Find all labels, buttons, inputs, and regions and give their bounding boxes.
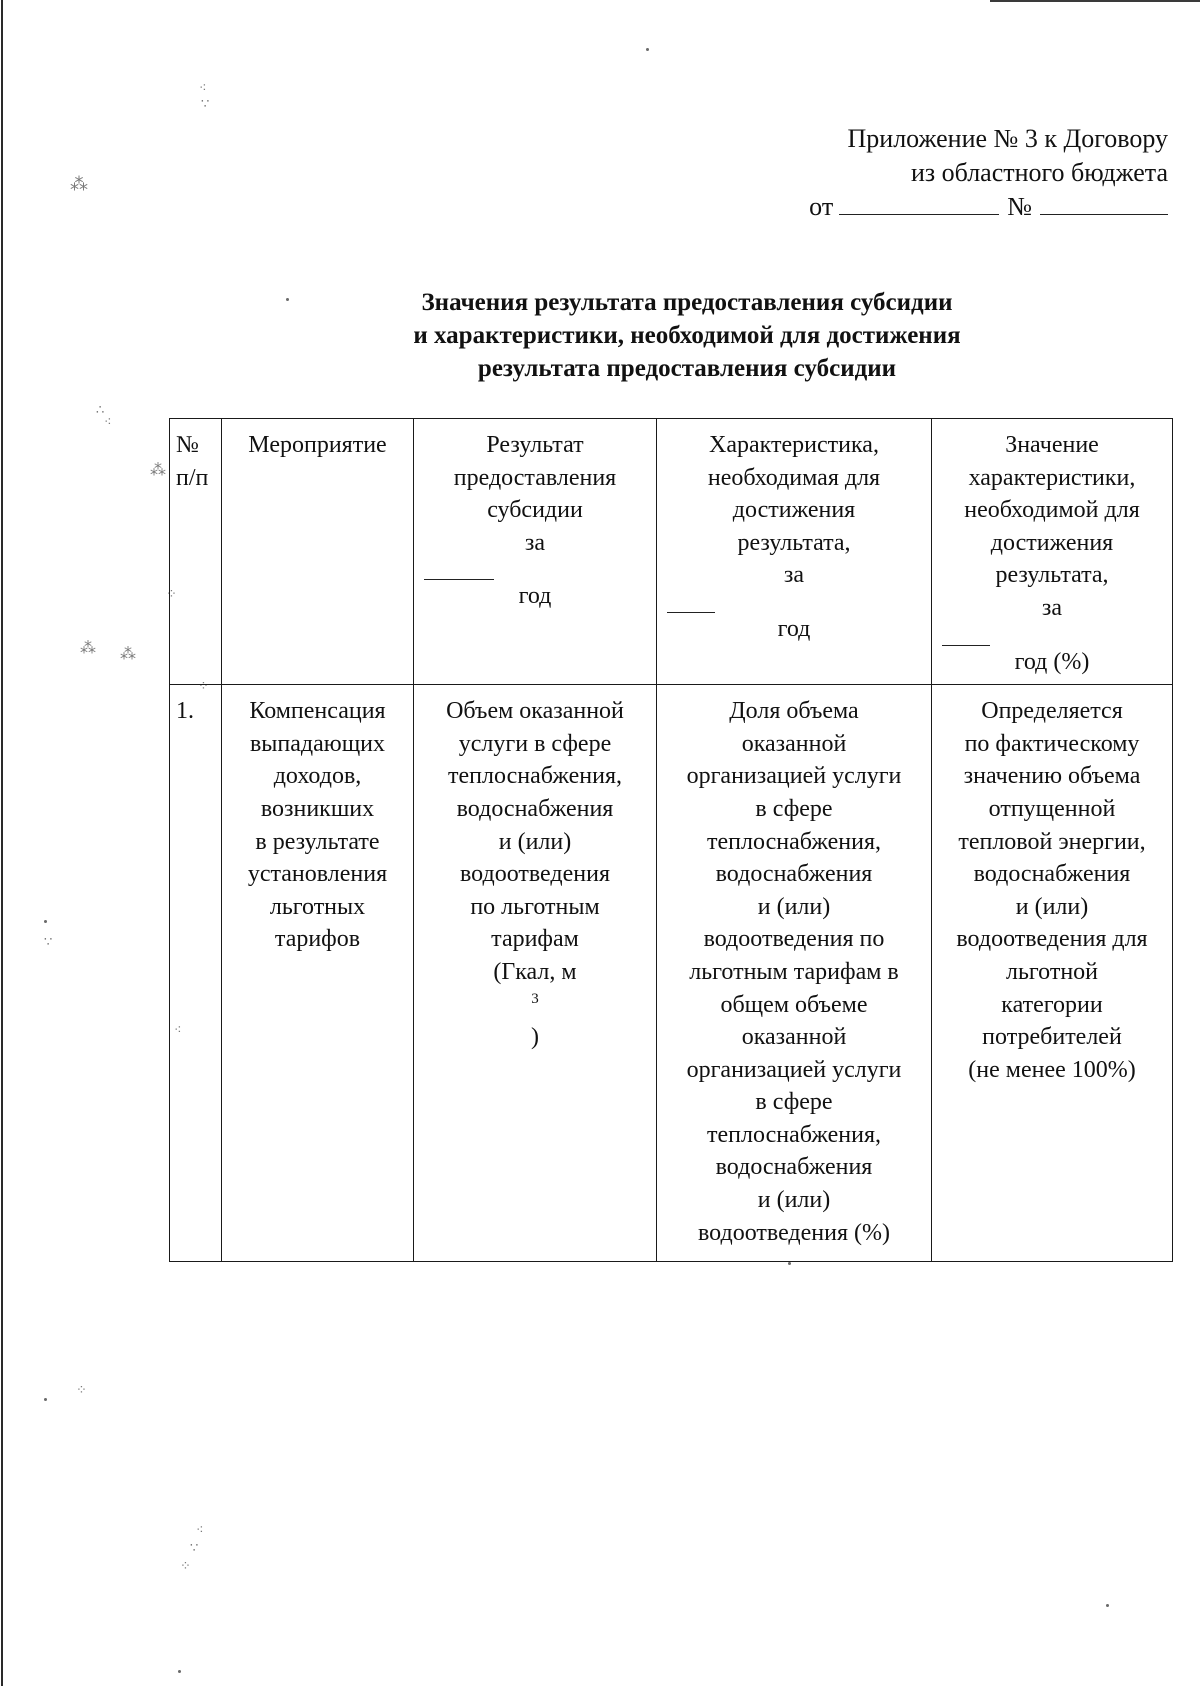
annex-line-2: из областного бюджета bbox=[910, 158, 1168, 187]
document-title bbox=[292, 286, 1082, 385]
row-number-cell: 1. bbox=[170, 685, 222, 1262]
title-line-3: результата предоставления субсидии bbox=[477, 355, 897, 382]
results-table bbox=[169, 418, 1173, 1262]
row-result-cell: Объем оказанной услуги в сфере теплоснабжения, водоснабжения и (или) водоотведения по льготным тарифам (Гкал, м $^3$ ) bbox=[414, 685, 657, 1262]
title-line-2: и характеристики, необходимой для достижения bbox=[413, 322, 961, 349]
row-measure-cell: Компенсация выпадающих доходов, возникших в результате установления льготных тарифов bbox=[222, 685, 414, 1262]
year-blank-field bbox=[667, 592, 715, 613]
table-row bbox=[170, 685, 1173, 1262]
title-line-1: Значения результата предоставления субсидии bbox=[421, 289, 953, 316]
header-characteristic-year: за год bbox=[661, 559, 927, 645]
header-value-year: за год (%) bbox=[936, 592, 1168, 678]
number-blank-field bbox=[1040, 192, 1168, 215]
annex-line-3 bbox=[809, 190, 1168, 224]
header-value: Значение характеристики, необходимой для достижения результата, за год (%) bbox=[932, 419, 1173, 685]
year-blank-field bbox=[942, 625, 990, 646]
scan-left-edge bbox=[1, 0, 3, 1686]
header-result: Результат предоставления субсидии за год bbox=[414, 419, 657, 685]
annex-line-1: Приложение № 3 к Договору bbox=[847, 124, 1168, 153]
table-header-row bbox=[170, 419, 1173, 685]
scan-top-edge bbox=[990, 0, 1200, 2]
date-blank-field bbox=[839, 192, 999, 215]
annex-date-prefix: от bbox=[809, 192, 834, 221]
header-number: № п/п bbox=[170, 419, 222, 685]
header-result-year: за год bbox=[418, 527, 652, 613]
year-blank-field bbox=[424, 559, 494, 580]
annex-reference bbox=[809, 122, 1168, 224]
row-value-cell: Определяется по фактическому значению объема отпущенной тепловой энергии, водоснабжения и (или) водоотведения для льготной категории потребителей (не менее 100%) bbox=[932, 685, 1173, 1262]
row-characteristic-cell: Доля объема оказанной организацией услуги в сфере теплоснабжения, водоснабжения и (или) водоотведения по льготным тарифам в общем объеме оказанной организацией услуги в сфере теплоснабжения, водоснабжения и (или) водоотведения (%) bbox=[657, 685, 932, 1262]
header-measure: Мероприятие bbox=[222, 419, 414, 685]
result-unit: (Гкал, м $^3$ ) bbox=[493, 958, 577, 1051]
annex-number-prefix: № bbox=[1007, 192, 1032, 221]
header-characteristic: Характеристика, необходимая для достижения результата, за год bbox=[657, 419, 932, 685]
